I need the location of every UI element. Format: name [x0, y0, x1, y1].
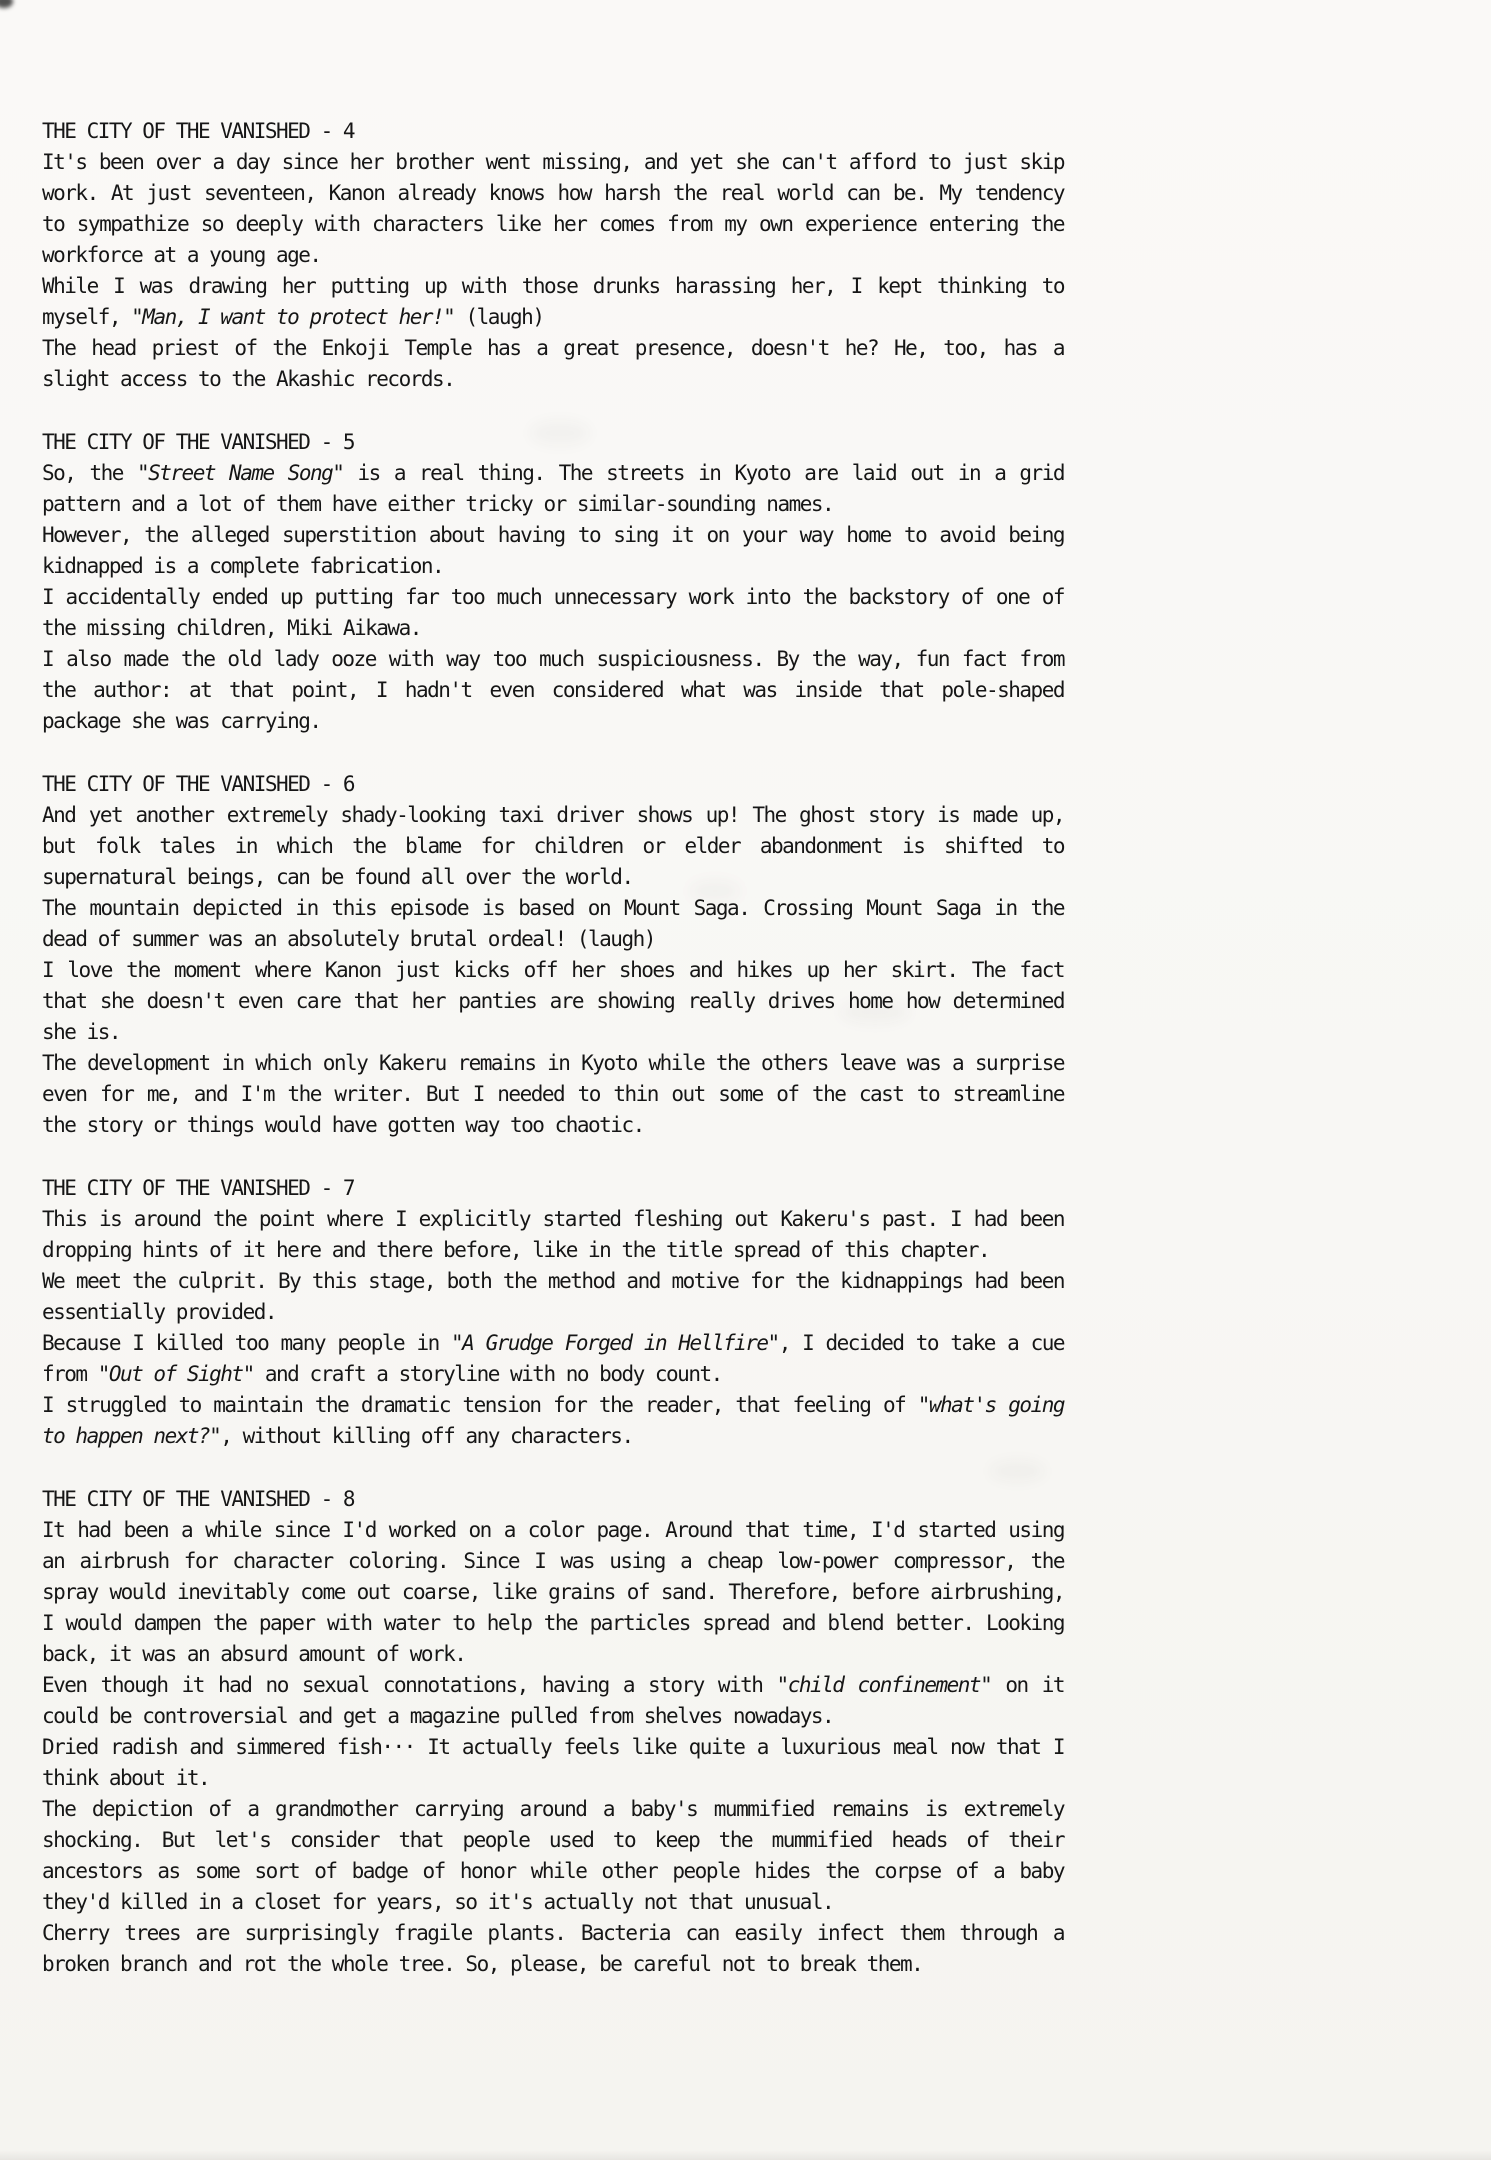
text-run: I also made the old lady ooze with way too much suspiciousness. By the way, fun fact from the author: at that point, I hadn't even considered what was inside that pole-shaped package she was carrying. — [42, 647, 1064, 733]
document-body — [42, 116, 1064, 2012]
text-run: and craft a storyline with no body count. — [253, 1362, 722, 1386]
text-run: While I was drawing her putting up with those drunks harassing her, I kept thinking to myself, — [42, 274, 1064, 329]
text-run: I accidentally ended up putting far too much unnecessary work into the backstory of one of the missing children, Miki Aikawa. — [42, 585, 1064, 640]
text-run: is a real thing. The streets in Kyoto are laid out in a grid pattern and a lot of them have either tricky or similar-sounding names. — [42, 461, 1064, 516]
paragraph — [42, 1732, 1064, 1794]
section-title: THE CITY OF THE VANISHED - 4 — [42, 119, 355, 143]
scan-smudge — [530, 420, 590, 446]
paragraph — [42, 955, 1064, 1048]
paragraph — [42, 800, 1064, 893]
text-run: , without killing off any characters. — [220, 1424, 633, 1448]
text-run: I struggled to maintain the dramatic tension for the reader, that feeling of — [42, 1393, 918, 1417]
paragraph — [42, 520, 1064, 582]
paragraph — [42, 147, 1064, 271]
text-run: Cherry trees are surprisingly fragile plants. Bacteria can easily infect them through a broken branch and rot the whole tree. So, please, be careful not to break them. — [42, 1921, 1064, 1976]
text-run: Dried radish and simmered fish··· It actually feels like quite a luxurious meal now that I think about it. — [42, 1735, 1064, 1790]
text-run: Because I killed too many people in — [42, 1331, 452, 1355]
scan-smudge — [990, 1460, 1045, 1482]
paragraph — [42, 582, 1064, 644]
text-run: It's been over a day since her brother went missing, and yet she can't afford to just skip work. At just seventeen, Kanon already knows how harsh the real world can be. My tendency to sympathize so deeply with characters like her comes from my own experience entering the workforce at a young age. — [42, 150, 1064, 267]
text-run: It had been a while since I'd worked on a color page. Around that time, I'd started using an airbrush for character coloring. Since I was using a cheap low-power compressor, the spray would inevitably come out coarse, like grains of sand. Therefore, before airbrushing, I would dampen the paper with water to help the particles spread and blend better. Looking back, it was an absurd amount of work. — [42, 1518, 1064, 1666]
scan-smudge — [840, 1000, 910, 1024]
italic-phrase: "A Grudge Forged in Hellfire" — [451, 1331, 779, 1355]
text-run: Even though it had no sexual connotations, having a story with — [42, 1673, 777, 1697]
scan-smudge — [690, 880, 740, 902]
text-run: The head priest of the Enkoji Temple has a great presence, doesn't he? He, too, has a slight access to the Akashic records. — [42, 336, 1064, 391]
paragraph — [42, 1390, 1064, 1452]
text-run: (laugh) — [454, 305, 544, 329]
text-run: So, the — [42, 461, 137, 485]
section-title: THE CITY OF THE VANISHED - 6 — [42, 772, 355, 796]
paragraph — [42, 458, 1064, 520]
section-title: THE CITY OF THE VANISHED - 5 — [42, 430, 355, 454]
text-run: on it could be controversial and get a magazine pulled from shelves nowadays. — [42, 1673, 1065, 1728]
paragraph — [42, 644, 1064, 737]
italic-phrase: "Man, I want to protect her!" — [131, 305, 455, 329]
section — [42, 1173, 1064, 1452]
paragraph — [42, 1048, 1064, 1141]
italic-phrase: "what's going to happen next?" — [42, 1393, 1064, 1448]
paragraph — [42, 1515, 1064, 1670]
paragraph — [42, 1670, 1064, 1732]
text-run: The depiction of a grandmother carrying around a baby's mummified remains is extremely shocking. But let's consider that people used to keep the mummified heads of their ancestors as some sort of badge of honor while other people hides the corpse of a baby they'd killed in a closet for years, so it's actually not that unusual. — [42, 1797, 1064, 1914]
paragraph — [42, 1266, 1064, 1328]
text-run: I love the moment where Kanon just kicks off her shoes and hikes up her skirt. The fact that she doesn't even care that her panties are showing really drives home how determined she is. — [42, 958, 1064, 1044]
italic-phrase: "Street Name Song" — [136, 461, 344, 485]
paragraph — [42, 271, 1064, 333]
text-run: This is around the point where I explicitly started fleshing out Kakeru's past. I had been dropping hints of it here and there before, like in the title spread of this chapter. — [42, 1207, 1064, 1262]
section — [42, 1484, 1064, 1980]
paragraph — [42, 1328, 1064, 1390]
paragraph — [42, 893, 1064, 955]
italic-phrase: "child confinement" — [776, 1673, 992, 1697]
scan-bottom-edge — [0, 2150, 1491, 2160]
paragraph — [42, 1794, 1064, 1918]
italic-phrase: "Out of Sight" — [97, 1362, 254, 1386]
text-run: We meet the culprit. By this stage, both the method and motive for the kidnappings had been essentially provided. — [42, 1269, 1064, 1324]
text-run: The development in which only Kakeru remains in Kyoto while the others leave was a surprise even for me, and I'm the writer. But I needed to thin out some of the cast to streamline the story or things would have gotten way too chaotic. — [42, 1051, 1064, 1137]
section — [42, 427, 1064, 737]
paragraph — [42, 1204, 1064, 1266]
text-run: However, the alleged superstition about having to sing it on your way home to avoid being kidnapped is a complete fabrication. — [42, 523, 1064, 578]
section-title: THE CITY OF THE VANISHED - 7 — [42, 1176, 355, 1200]
text-run: , I decided to take a cue from — [42, 1331, 1065, 1386]
text-run: And yet another extremely shady-looking taxi driver shows up! The ghost story is made up, but folk tales in which the blame for children or elder abandonment is shifted to supernatural beings, can be found all over the world. — [42, 803, 1064, 889]
section — [42, 116, 1064, 395]
scan-corner-mark — [0, 0, 13, 8]
paragraph — [42, 1918, 1064, 1980]
paragraph — [42, 333, 1064, 395]
section — [42, 769, 1064, 1141]
section-title: THE CITY OF THE VANISHED - 8 — [42, 1487, 355, 1511]
text-run: The mountain depicted in this episode is based on Mount Saga. Crossing Mount Saga in the dead of summer was an absolutely brutal ordeal! (laugh) — [42, 896, 1064, 951]
